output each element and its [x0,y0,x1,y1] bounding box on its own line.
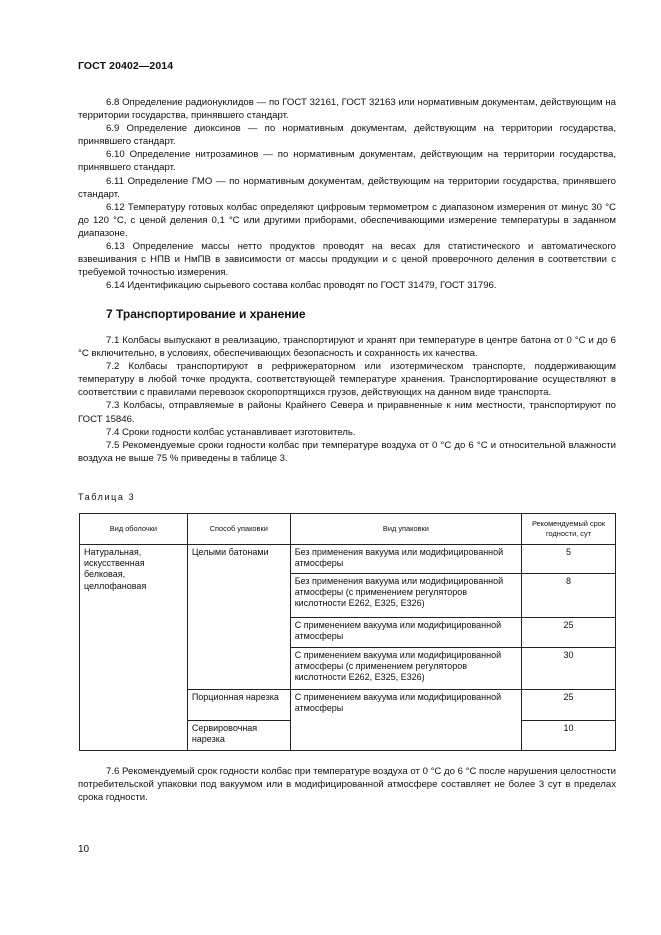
method-portion-cell: Порционная нарезка [187,690,290,721]
paragraph-7-4: 7.4 Сроки годности колбас устанавливает изготовитель. [106,426,356,438]
paragraph-7-2: 7.2 Колбасы транспортируют в рефрижераторном или изотермическом транспорте, поддерживающим температуру в любой точке продукта, соответствующей температуре хранения. Транспортирование осуществляют в соответствии с правилами перевозок скоропортящихся грузов, действующих на данном виде транспорта. [78,361,616,399]
shelf-life-table [79,513,616,751]
paragraph-6-10: 6.10 Определение нитрозаминов — по нормативным документам, действующим на территории государства, принявшего стандарт. [78,149,616,174]
header-method: Способ упаковки [187,514,290,545]
table-header-row [80,514,616,545]
pack-cell: С применением вакуума или модифицированной атмосферы [290,618,521,648]
paragraph-6-11: 6.11 Определение ГМО — по нормативным документам, действующим на территории государства, принявшего стандарт. [78,175,616,200]
section-6-text [78,96,616,292]
days-cell: 25 [522,690,616,721]
pack-cell: Без применения вакуума или модифицированной атмосферы [290,545,521,574]
paragraph-6-14: 6.14 Идентификацию сырьевого состава колбас проводят по ГОСТ 31479, ГОСТ 31796. [106,280,497,292]
section-7-title: 7 Транспортирование и хранение [106,307,306,321]
pack-cell: С применением вакуума или модифицированной атмосферы (с применением регуляторов кислотности Е262, Е325, Е326) [290,648,521,690]
paragraph-6-9: 6.9 Определение диоксинов — по нормативным документам, действующим на территории государства, принявшего стандарт. [78,123,616,148]
days-cell: 8 [522,574,616,618]
days-cell: 5 [522,545,616,574]
paragraph-6-13: 6.13 Определение массы нетто продуктов проводят на весах для статистического и автоматического взвешивания с НПВ и НмПВ в зависимости от массы продукции и с ценой проверочного деления в соответствии с требуемой точностью измерения. [78,241,616,279]
paragraph-7-6: 7.6 Рекомендуемый срок годности колбас при температуре воздуха от 0 °С до 6 °С после нарушения целостности потребительской упаковки под вакуумом или в модифицированной атмосфере составляет не более 3 сут в пределах срока годности. [78,766,616,804]
days-cell: 10 [522,721,616,751]
section-7-continued [78,765,616,804]
paragraph-7-3: 7.3 Колбасы, отправляемые в районы Крайнего Севера и приравненные к ним местности, транспортируют по ГОСТ 15846. [78,400,616,425]
method-serving-cell: Сервировочная нарезка [187,721,290,751]
header-casing: Вид оболочки [80,514,188,545]
table-caption: Таблица 3 [78,492,136,502]
method-whole-cell: Целыми батонами [187,545,290,690]
header-pack: Вид упаковки [290,514,521,545]
pack-cell: Без применения вакуума или модифицированной атмосферы (с применением регуляторов кислотности Е262, Е325, Е326) [290,574,521,618]
section-7-text [78,334,616,465]
table-row [80,545,616,574]
header-days: Рекомендуемый срок годности, сут [522,514,616,545]
page-number: 10 [78,844,90,855]
casing-cell: Натуральная, искусственная белковая, целлофановая [80,545,188,751]
paragraph-6-8: 6.8 Определение радионуклидов — по ГОСТ 32161, ГОСТ 32163 или нормативным документам, действующим на территории государства, принявшего стандарт. [78,97,616,122]
paragraph-7-5: 7.5 Рекомендуемые сроки годности колбас при температуре воздуха от 0 °С до 6 °С и относительной влажности воздуха не выше 75 % приведены в таблице 3. [78,439,616,464]
paragraph-6-12: 6.12 Температуру готовых колбас определяют цифровым термометром с диапазоном измерения от минус 30 °С до 120 °С, с ценой деления 0,1 °С или другими приборами, обеспечивающими измерение температуры в заданном диапазоне. [78,201,616,239]
days-cell: 30 [522,648,616,690]
document-header: ГОСТ 20402—2014 [78,60,174,72]
paragraph-7-1: 7.1 Колбасы выпускают в реализацию, транспортируют и хранят при температуре в центре батона от 0 °С и до 6 °С включительно, в условиях, обеспечивающих безопасность и сохранность их качества. [78,335,616,360]
days-cell: 25 [522,618,616,648]
pack-cell: С применением вакуума или модифицированной атмосферы [290,690,521,751]
